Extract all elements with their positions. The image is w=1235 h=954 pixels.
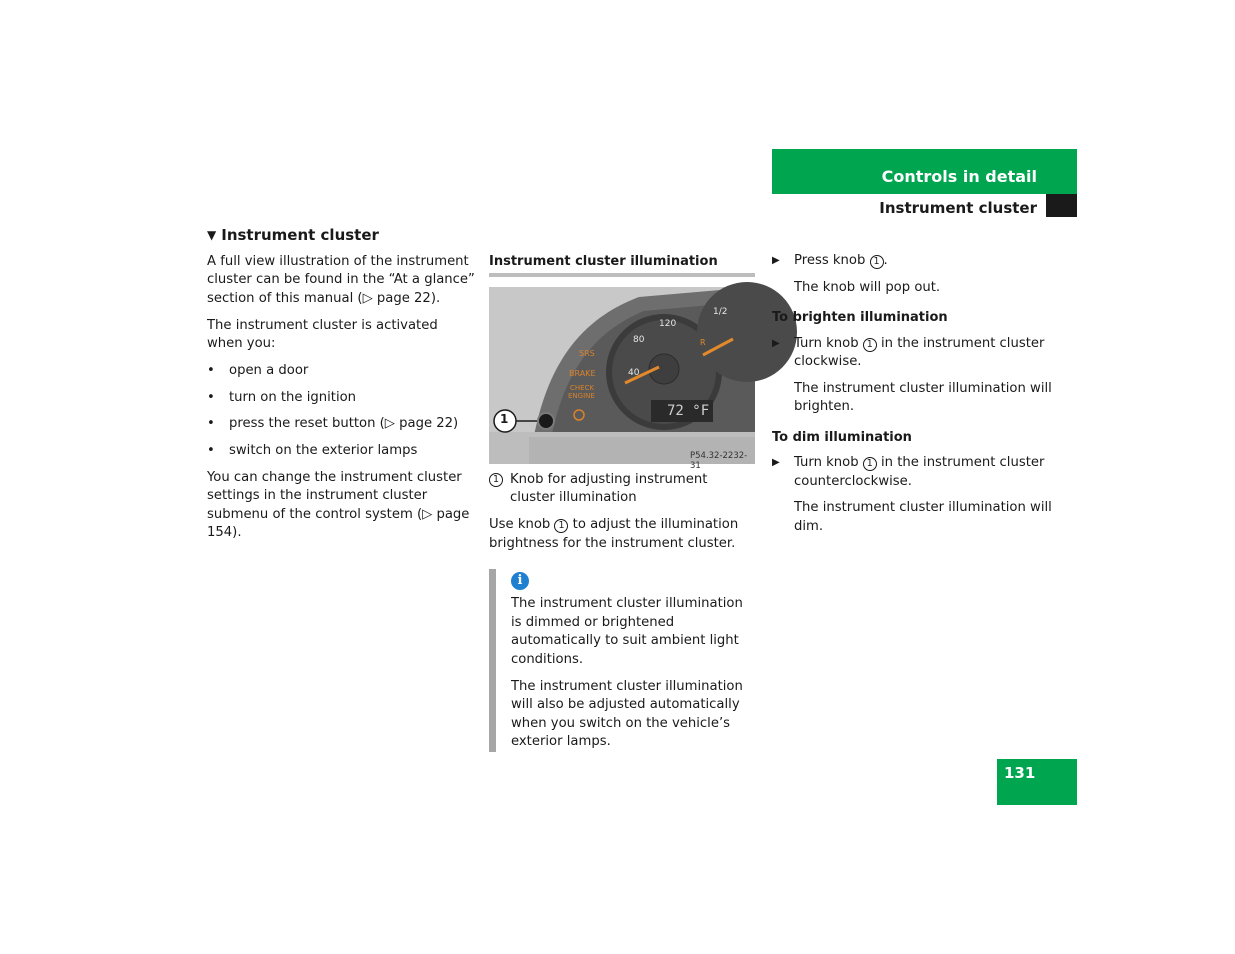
callout-number: 1 [870, 255, 884, 269]
callout-number: 1 [554, 519, 568, 533]
paragraph: A full view illustration of the instrument cluster can be found in the “At a glance” section of this manual (▷ page 22). [207, 253, 475, 306]
text-fragment: Turn knob [794, 455, 859, 470]
arrow-right-icon: ▶ [772, 337, 780, 349]
warning-engine: ENGINE [568, 391, 595, 400]
paragraph: The instrument cluster illumination is dimmed or brightened automatically to suit ambient light conditions. [511, 596, 743, 667]
warning-check: CHECK [570, 383, 595, 392]
instrument-cluster-photo [489, 287, 755, 471]
subsection-marker [1046, 194, 1077, 217]
warning-brake: BRAKE [569, 368, 596, 378]
info-icon: i [511, 572, 529, 590]
gauge-label-80: 80 [633, 334, 645, 345]
paragraph: The instrument cluster illumination will also be adjusted automatically when you switch on the vehicle’s exterior lamps. [511, 678, 743, 749]
step-result: The instrument cluster illumination will brighten. [794, 380, 1052, 414]
step-result: The instrument cluster illumination will dim. [794, 500, 1052, 534]
text-fragment: to adjust the illumination brightness for the instrument cluster. [489, 517, 739, 551]
callout-number: 1 [863, 457, 877, 471]
text-fragment: . [883, 253, 888, 268]
step-result: The knob will pop out. [794, 279, 941, 295]
gauge-label-half: 1/2 [713, 306, 728, 317]
page-number-box [997, 759, 1077, 805]
step-text [794, 335, 1052, 372]
paragraph: You can change the instrument cluster settings in the instrument cluster submenu of the control system (▷ page 154). [207, 469, 470, 540]
instruction-step [772, 252, 1052, 271]
instruction-step [772, 335, 1052, 372]
section-heading [207, 226, 475, 245]
gauge-label-40: 40 [628, 367, 640, 378]
subsection-title: Instrument cluster [879, 199, 1037, 217]
column-right [772, 252, 1052, 545]
figure-legend [489, 471, 755, 508]
list-item: • open a door [207, 362, 475, 381]
info-note [489, 569, 755, 752]
text-fragment: Press knob [794, 253, 866, 268]
paragraph: The instrument cluster is activated when you: [207, 317, 438, 351]
activation-list [207, 362, 475, 460]
figure-callout-number: 1 [500, 411, 509, 426]
column-middle [489, 253, 755, 752]
triangle-down-icon: ▼ [207, 228, 217, 242]
gauge-label-reserve: R [700, 337, 706, 347]
gauge-label-120: 120 [659, 318, 677, 329]
figure-code: P54.32-2232-31 [690, 450, 748, 471]
section-header-bar [772, 149, 1077, 194]
callout-number: 1 [863, 338, 877, 352]
instruction-step [772, 454, 1052, 491]
section-title: Controls in detail [881, 167, 1037, 186]
text-fragment: in the instrument cluster clockwise. [794, 335, 1045, 369]
legend-text: Knob for adjusting instrument cluster illumination [510, 471, 708, 505]
text-fragment: in the instrument cluster counterclockwise. [794, 455, 1045, 489]
step-text [794, 454, 1052, 491]
paragraph [489, 516, 755, 553]
list-item: • switch on the exterior lamps [207, 442, 475, 461]
arrow-right-icon: ▶ [772, 457, 780, 468]
warning-srs: SRS [579, 348, 595, 358]
step-text [794, 252, 888, 271]
section-heading-text: Instrument cluster [221, 226, 379, 244]
list-item: • turn on the ignition [207, 389, 475, 408]
subheading-brighten: To brighten illumination [772, 310, 948, 325]
subheading-dim: To dim illumination [772, 429, 912, 445]
subsection-heading: Instrument cluster illumination [489, 253, 755, 277]
callout-number: 1 [489, 473, 503, 487]
arrow-right-icon: ▶ [772, 255, 780, 266]
text-fragment: Use knob [489, 517, 551, 532]
temperature-display: 72 °F [667, 402, 710, 419]
list-item: • press the reset button (▷ page 22) [207, 415, 475, 434]
page-number: 131 [1004, 764, 1036, 782]
text-fragment: Turn knob [794, 335, 859, 351]
column-left [207, 226, 475, 551]
